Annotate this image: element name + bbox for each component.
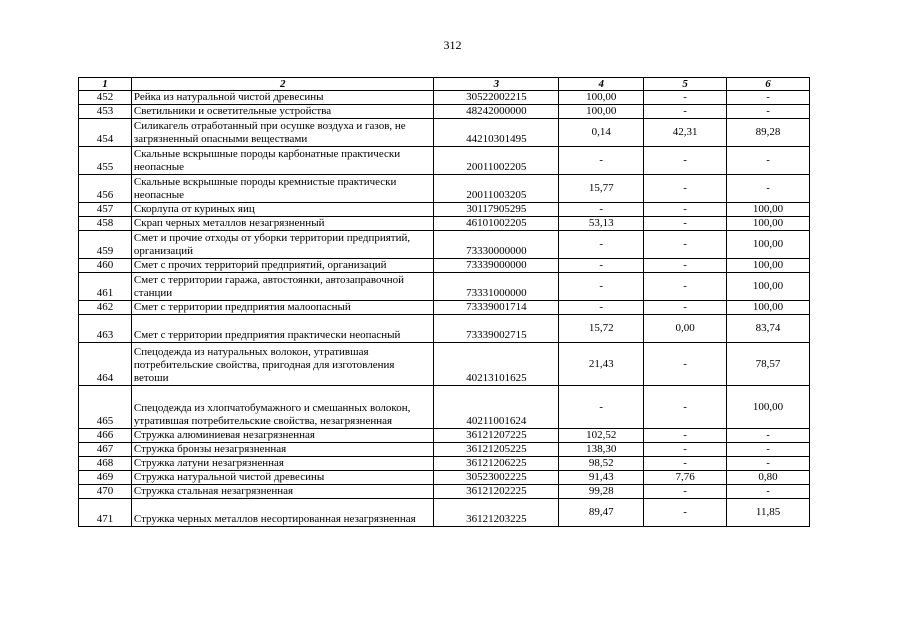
row-number: 452	[79, 91, 132, 105]
value-col4: 0,14	[559, 119, 644, 147]
waste-code: 30117905295	[434, 203, 559, 217]
waste-name: Скорлупа от куриных яиц	[131, 203, 434, 217]
waste-code: 40213101625	[434, 343, 559, 386]
row-number: 453	[79, 105, 132, 119]
waste-name: Скальные вскрышные породы кремнистые практически неопасные	[131, 175, 434, 203]
value-col4: -	[559, 203, 644, 217]
value-col6: 83,74	[727, 315, 810, 343]
waste-code: 20011002205	[434, 147, 559, 175]
table-row	[79, 485, 810, 499]
row-number: 465	[79, 386, 132, 429]
table-row	[79, 457, 810, 471]
table-row	[79, 301, 810, 315]
value-col6: -	[727, 485, 810, 499]
table-row	[79, 499, 810, 527]
column-header: 3	[434, 78, 559, 91]
waste-code: 36121202225	[434, 485, 559, 499]
column-header: 1	[79, 78, 132, 91]
table-row	[79, 343, 810, 386]
table-row	[79, 119, 810, 147]
value-col5: -	[644, 301, 727, 315]
value-col4: 98,52	[559, 457, 644, 471]
table-row	[79, 471, 810, 485]
waste-code: 73339000000	[434, 259, 559, 273]
value-col6: -	[727, 105, 810, 119]
value-col5: 42,31	[644, 119, 727, 147]
waste-name: Смет и прочие отходы от уборки территории предприятий, организаций	[131, 231, 434, 259]
row-number: 469	[79, 471, 132, 485]
value-col4: 102,52	[559, 429, 644, 443]
value-col5: -	[644, 429, 727, 443]
table-row	[79, 259, 810, 273]
row-number: 456	[79, 175, 132, 203]
waste-name: Стружка алюминиевая незагрязненная	[131, 429, 434, 443]
row-number: 459	[79, 231, 132, 259]
waste-code: 73339001714	[434, 301, 559, 315]
value-col5: -	[644, 175, 727, 203]
value-col4: -	[559, 301, 644, 315]
page-number: 312	[443, 38, 462, 52]
value-col5: -	[644, 457, 727, 471]
value-col6: 100,00	[727, 259, 810, 273]
waste-name: Стружка натуральной чистой древесины	[131, 471, 434, 485]
waste-code: 46101002205	[434, 217, 559, 231]
waste-code: 40211001624	[434, 386, 559, 429]
value-col5: -	[644, 105, 727, 119]
value-col4: -	[559, 273, 644, 301]
value-col6: 89,28	[727, 119, 810, 147]
value-col5: -	[644, 273, 727, 301]
waste-code: 30522002215	[434, 91, 559, 105]
row-number: 468	[79, 457, 132, 471]
table-row	[79, 91, 810, 105]
value-col4: 21,43	[559, 343, 644, 386]
row-number: 457	[79, 203, 132, 217]
waste-name: Скрап черных металлов незагрязненный	[131, 217, 434, 231]
value-col6: 100,00	[727, 273, 810, 301]
value-col6: 0,80	[727, 471, 810, 485]
waste-name: Скальные вскрышные породы карбонатные практически неопасные	[131, 147, 434, 175]
waste-code: 36121206225	[434, 457, 559, 471]
value-col6: -	[727, 91, 810, 105]
value-col6: 11,85	[727, 499, 810, 527]
row-number: 455	[79, 147, 132, 175]
table-row	[79, 217, 810, 231]
table-row	[79, 386, 810, 429]
row-number: 466	[79, 429, 132, 443]
value-col5: 7,76	[644, 471, 727, 485]
column-header: 4	[559, 78, 644, 91]
waste-code: 20011003205	[434, 175, 559, 203]
column-header: 5	[644, 78, 727, 91]
value-col5: -	[644, 499, 727, 527]
waste-name: Смет с территории гаража, автостоянки, автозаправочной станции	[131, 273, 434, 301]
value-col5: 0,00	[644, 315, 727, 343]
value-col6: 78,57	[727, 343, 810, 386]
column-header: 6	[727, 78, 810, 91]
waste-name: Смет с территории предприятия малоопасный	[131, 301, 434, 315]
waste-code: 73339002715	[434, 315, 559, 343]
value-col6: 100,00	[727, 203, 810, 217]
table-row	[79, 105, 810, 119]
waste-code: 36121205225	[434, 443, 559, 457]
waste-name: Смет с прочих территорий предприятий, организаций	[131, 259, 434, 273]
value-col5: -	[644, 386, 727, 429]
value-col5: -	[644, 91, 727, 105]
table-row	[79, 315, 810, 343]
value-col6: 100,00	[727, 217, 810, 231]
row-number: 467	[79, 443, 132, 457]
value-col6: -	[727, 147, 810, 175]
row-number: 470	[79, 485, 132, 499]
row-number: 461	[79, 273, 132, 301]
value-col6: -	[727, 175, 810, 203]
value-col4: 53,13	[559, 217, 644, 231]
table-header-row	[79, 78, 810, 91]
value-col4: 138,30	[559, 443, 644, 457]
waste-code: 44210301495	[434, 119, 559, 147]
table-row	[79, 147, 810, 175]
value-col4: -	[559, 231, 644, 259]
waste-name: Светильники и осветительные устройства	[131, 105, 434, 119]
value-col6: -	[727, 457, 810, 471]
table-row	[79, 429, 810, 443]
waste-name: Стружка бронзы незагрязненная	[131, 443, 434, 457]
value-col6: -	[727, 443, 810, 457]
value-col5: -	[644, 147, 727, 175]
value-col5: -	[644, 343, 727, 386]
value-col6: 100,00	[727, 386, 810, 429]
value-col4: 100,00	[559, 91, 644, 105]
waste-name: Смет с территории предприятия практически неопасный	[131, 315, 434, 343]
value-col4: -	[559, 147, 644, 175]
waste-code: 48242000000	[434, 105, 559, 119]
waste-name: Силикагель отработанный при осушке воздуха и газов, не загрязненный опасными веществами	[131, 119, 434, 147]
waste-code: 36121203225	[434, 499, 559, 527]
table-row	[79, 443, 810, 457]
waste-name: Спецодежда из натуральных волокон, утратившая потребительские свойства, пригодная для изготовления ветоши	[131, 343, 434, 386]
table-row	[79, 175, 810, 203]
value-col6: 100,00	[727, 301, 810, 315]
row-number: 462	[79, 301, 132, 315]
row-number: 460	[79, 259, 132, 273]
waste-name: Спецодежда из хлопчатобумажного и смешанных волокон, утратившая потребительские свойства, незагрязненная	[131, 386, 434, 429]
value-col6: -	[727, 429, 810, 443]
waste-name: Рейка из натуральной чистой древесины	[131, 91, 434, 105]
value-col6: 100,00	[727, 231, 810, 259]
value-col4: 99,28	[559, 485, 644, 499]
table-row	[79, 231, 810, 259]
row-number: 464	[79, 343, 132, 386]
waste-code: 36121207225	[434, 429, 559, 443]
value-col5: -	[644, 259, 727, 273]
row-number: 458	[79, 217, 132, 231]
row-number: 454	[79, 119, 132, 147]
table-row	[79, 203, 810, 217]
value-col5: -	[644, 231, 727, 259]
value-col5: -	[644, 217, 727, 231]
value-col4: 91,43	[559, 471, 644, 485]
waste-table	[78, 77, 810, 527]
value-col5: -	[644, 203, 727, 217]
waste-name: Стружка стальная незагрязненная	[131, 485, 434, 499]
column-header: 2	[131, 78, 434, 91]
value-col5: -	[644, 443, 727, 457]
value-col5: -	[644, 485, 727, 499]
value-col4: 100,00	[559, 105, 644, 119]
row-number: 463	[79, 315, 132, 343]
waste-code: 30523002225	[434, 471, 559, 485]
value-col4: 15,72	[559, 315, 644, 343]
table-row	[79, 273, 810, 301]
waste-name: Стружка латуни незагрязненная	[131, 457, 434, 471]
value-col4: 89,47	[559, 499, 644, 527]
waste-code: 73330000000	[434, 231, 559, 259]
value-col4: 15,77	[559, 175, 644, 203]
waste-name: Стружка черных металлов несортированная незагрязненная	[131, 499, 434, 527]
waste-code: 73331000000	[434, 273, 559, 301]
value-col4: -	[559, 259, 644, 273]
row-number: 471	[79, 499, 132, 527]
value-col4: -	[559, 386, 644, 429]
